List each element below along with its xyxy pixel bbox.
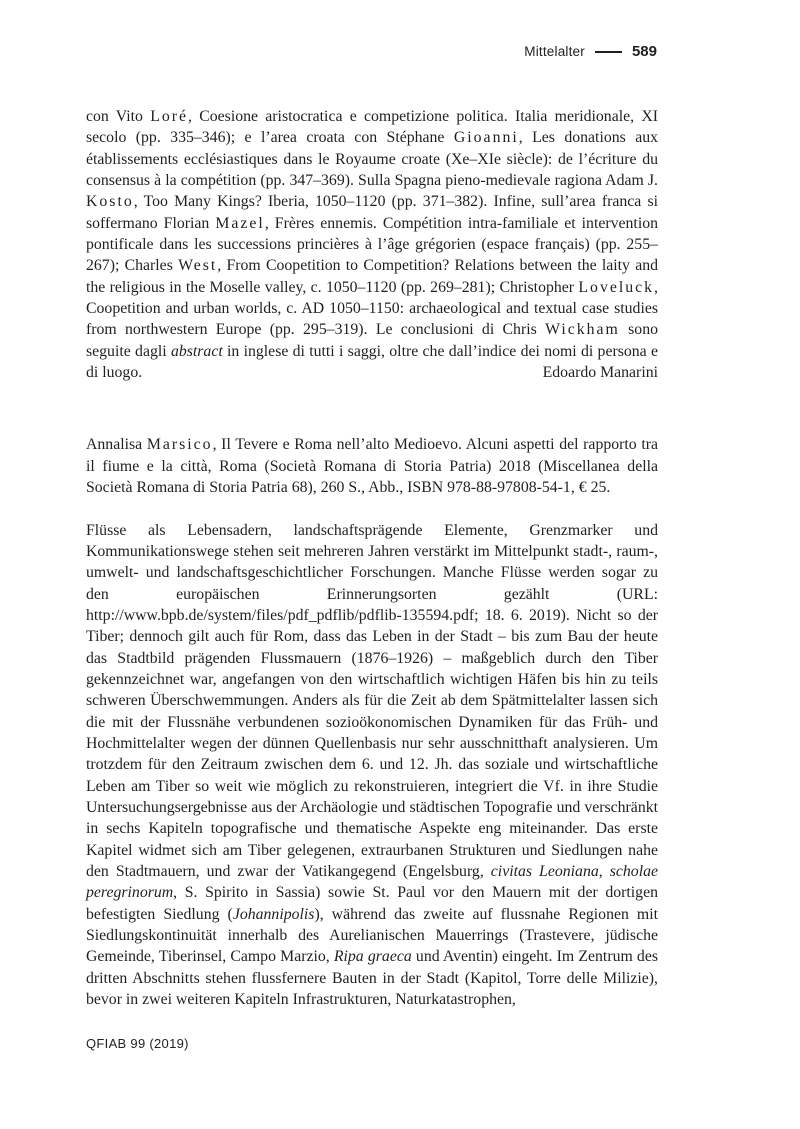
reviewer-signature: Edoardo Manarini — [542, 364, 658, 382]
author-name: Wickham — [545, 321, 620, 339]
author-name: Gioanni — [453, 129, 519, 147]
author-name: Loré — [150, 108, 189, 125]
author-name: Mazel — [215, 214, 265, 232]
author-name: West — [178, 257, 218, 275]
header-rule — [595, 51, 622, 53]
review-2-citation: Annalisa Marsico, Il Tevere e Roma nell’alto Medioevo. Alcuni aspetti del rapporto tra il fiume e la città, Roma (Società Romana di Storia Patria) 2018 (Miscellanea della Società Romana di Storia Patria 68), 260 S., Abb., ISBN 978-88-97808-54-1, € 25. — [86, 436, 658, 497]
page-number: 589 — [631, 43, 657, 60]
author-name: Kosto — [86, 193, 134, 211]
running-header — [524, 43, 657, 60]
page-body — [86, 106, 658, 1010]
author-name: Marsico — [146, 436, 213, 454]
author-name: Loveluck — [578, 278, 655, 296]
section-title: Mittelalter — [524, 44, 585, 59]
review-1-text: con Vito Loré, Coesione aristocratica e competizione politica. Italia meridionale, XI secolo (pp. 335–346); e l’area croata con Stéphane Gioanni, Les donations aux établissements ecclésiastiques dans le Royaume croate (Xe–XIe siècle): de l’écriture du consensus à la compétition (pp. 347–369). Sulla Spagna pieno-medievale ragiona Adam J. Kosto, Too Many Kings? Iberia, 1050–1120 (pp. 371–382). Infine, sull’area franca si soffermano Florian Mazel, Frères ennemis. Compétition intra-familiale et intervention pontificale dans les successions princières à l’âge grégorien (espace français) (pp. 255–267); Charles West, From Coopetition to Competition? Relations between the laity and the religious in the Moselle valley, c. 1050–1120 (pp. 269–281); Christopher Loveluck, Coopetition and urban worlds, c. AD 1050–1150: archaeological and textual case studies from northwestern Europe (pp. 295–319). Le conclusioni di Chris Wickham sono seguite dagli abstract in inglese di tutti i saggi, oltre che dall’indice dei nomi di persona e di luogo. Edoardo Manarini — [86, 106, 658, 383]
journal-footer: QFIAB 99 (2019) — [86, 1036, 189, 1051]
review-2-body: Flüsse als Lebensadern, landschaftsprägende Elemente, Grenzmarker und Kommunikationswege stehen seit mehreren Jahren verstärkt im Mittelpunkt stadt-, raum-, umwelt- und landschaftsgeschichtlicher Forschungen. Manche Flüsse werden sogar zu den europäischen Erinnerungsorten gezählt (URL: http://www.bpb.de/system/files/pdf_pdflib/pdflib-135594.pdf; 18. 6. 2019). Nicht so der Tiber; dennoch gilt auch für Rom, dass das Leben in der Stadt – bis zum Bau der heute das Stadtbild prägenden Flussmauern (1876–1926) – maßgeblich durch den Tiber gekennzeichnet war, angefangen von den wirtschaftlich wichtigen Häfen bis hin zu teils schweren Überschwemmungen. Anders als für die Zeit ab dem Spätmittelalter lassen sich die mit der Flussnähe verbundenen sozioökonomischen Dynamiken für das Früh- und Hochmittelalter wegen der dünnen Quellenbasis nur sehr ausschnitthaft analysieren. Um trotzdem für den Zeitraum zwischen dem 6. und 12. Jh. das soziale und wirtschaftliche Leben am Tiber so weit wie möglich zu rekonstruieren, integriert die Vf. in ihre Studie Untersuchungsergebnisse aus der Archäologie und städtischen Topografie und verschränkt in sechs Kapiteln topografische und thematische Aspekte eng miteinander. Das erste Kapitel widmet sich am Tiber gelegenen, extraurbanen Strukturen und Siedlungen nahe den Stadtmauern, und zwar der Vatikangegend (Engelsburg, civitas Leoniana, scholae peregrinorum, S. Spirito in Sassia) sowie St. Paul vor den Mauern mit der dortigen befestigten Siedlung (Johannipolis), während das zweite auf flussnahe Regionen mit Siedlungskontinuität innerhalb des Aurelianischen Mauerrings (Trastevere, jüdische Gemeinde, Tiberinsel, Campo Marzio, Ripa graeca und Aventin) eingeht. Im Zentrum des dritten Abschnitts stehen flussfernere Bauten in der Stadt (Kapitol, Torre delle Milizie), bevor in zwei weiteren Kapiteln Infrastrukturen, Naturkatastrophen, — [86, 521, 658, 1009]
